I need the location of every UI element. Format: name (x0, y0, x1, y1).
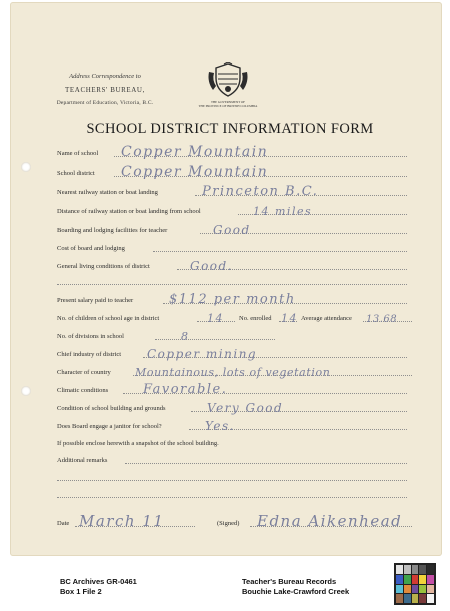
address-line-2: TEACHERS' BUREAU, (65, 86, 145, 94)
field-value: Mountainous, lots of vegetation (135, 366, 331, 379)
field-value: 8 (181, 330, 190, 343)
field-value: Princeton B.C. (202, 184, 319, 199)
field-living-conditions (57, 258, 407, 272)
field-label: Name of school (57, 150, 99, 157)
field-label: Additional remarks (57, 457, 108, 464)
snapshot-note (57, 435, 407, 449)
bc-coat-of-arms-icon (206, 62, 250, 98)
field-country-character (57, 364, 412, 378)
date-value: March 11 (79, 512, 165, 530)
field-railway-station (57, 184, 407, 198)
punch-hole (21, 386, 31, 396)
field-value: 14 miles (253, 205, 313, 218)
archive-reference-line-1: BC Archives GR-0461 (60, 577, 137, 586)
field-building-condition (57, 400, 407, 414)
crest-caption-line-1: THE GOVERNMENT OF (210, 100, 246, 104)
crest-caption-line-2: THE PROVINCE OF BRITISH COLUMBIA (198, 104, 258, 108)
field-label: Boarding and lodging facilities for teacher (57, 227, 168, 234)
address-line-1: Address Correspondence to (69, 73, 141, 80)
blank-line (57, 469, 407, 483)
field-value: Good. (190, 259, 234, 273)
field-distance (57, 203, 407, 217)
signature-value: Edna Aikenhead (257, 512, 403, 530)
address-line-3: Department of Education, Victoria, B.C. (56, 100, 154, 106)
field-value: 14 (207, 312, 224, 325)
field-boarding (57, 222, 407, 236)
field-label: Present salary paid to teacher (57, 297, 134, 304)
form-title: SCHOOL DISTRICT INFORMATION FORM (86, 121, 374, 137)
color-calibration-card-icon (394, 563, 436, 605)
field-value: Copper Mountain (121, 164, 269, 180)
field-school-name (57, 145, 407, 159)
field-label: Cost of board and lodging (57, 245, 125, 252)
field-label: If possible enclose herewith a snapshot of the school building. (57, 440, 219, 447)
form-page (10, 2, 442, 556)
field-value: 13.68 (366, 314, 398, 325)
field-label: Chief industry of district (57, 351, 122, 358)
blank-line (57, 273, 407, 287)
blank-line (57, 486, 407, 500)
field-label: No. enrolled (239, 315, 272, 322)
field-school-district (57, 165, 407, 179)
records-reference (242, 577, 349, 597)
records-reference-line-2: Bouchie Lake-Crawford Creek (242, 587, 350, 596)
field-value: Favorable. (143, 382, 228, 397)
field-label: Condition of school building and grounds (57, 405, 166, 412)
field-climatic (57, 382, 407, 396)
signed-label: (Signed) (217, 520, 240, 527)
field-label: No. of divisions in school (57, 333, 124, 340)
field-value: 14 (281, 312, 298, 325)
field-cost-board (57, 240, 407, 254)
field-salary (57, 292, 407, 306)
field-label: Average attendance (301, 315, 352, 322)
field-value: Yes. (205, 419, 235, 433)
field-value: Very Good (207, 401, 284, 415)
field-label: School district (57, 170, 95, 177)
records-reference-line-1: Teacher's Bureau Records (242, 577, 337, 586)
field-label: Character of country (57, 369, 111, 376)
field-remarks (57, 452, 407, 466)
field-value: $112 per month (169, 292, 296, 307)
crest-caption (198, 100, 258, 108)
field-children-row (57, 310, 412, 324)
archive-reference-line-2: Box 1 File 2 (60, 587, 102, 596)
field-label: General living conditions of district (57, 263, 150, 270)
date-label: Date (57, 520, 70, 527)
field-label: Does Board engage a janitor for school? (57, 423, 162, 430)
punch-hole (21, 162, 31, 172)
field-industry (57, 346, 407, 360)
field-label: Distance of railway station or boat landing from school (57, 208, 201, 215)
field-divisions (57, 328, 407, 342)
field-label: Nearest railway station or boat landing (57, 189, 158, 196)
field-value: Good (213, 223, 251, 237)
field-value: Copper Mountain (121, 144, 269, 160)
field-label: No. of children of school age in district (57, 315, 160, 322)
field-janitor (57, 418, 407, 432)
archive-reference (60, 577, 137, 597)
signature-row (57, 512, 412, 530)
field-label: Climatic conditions (57, 387, 109, 394)
field-value: Copper mining (147, 347, 258, 361)
